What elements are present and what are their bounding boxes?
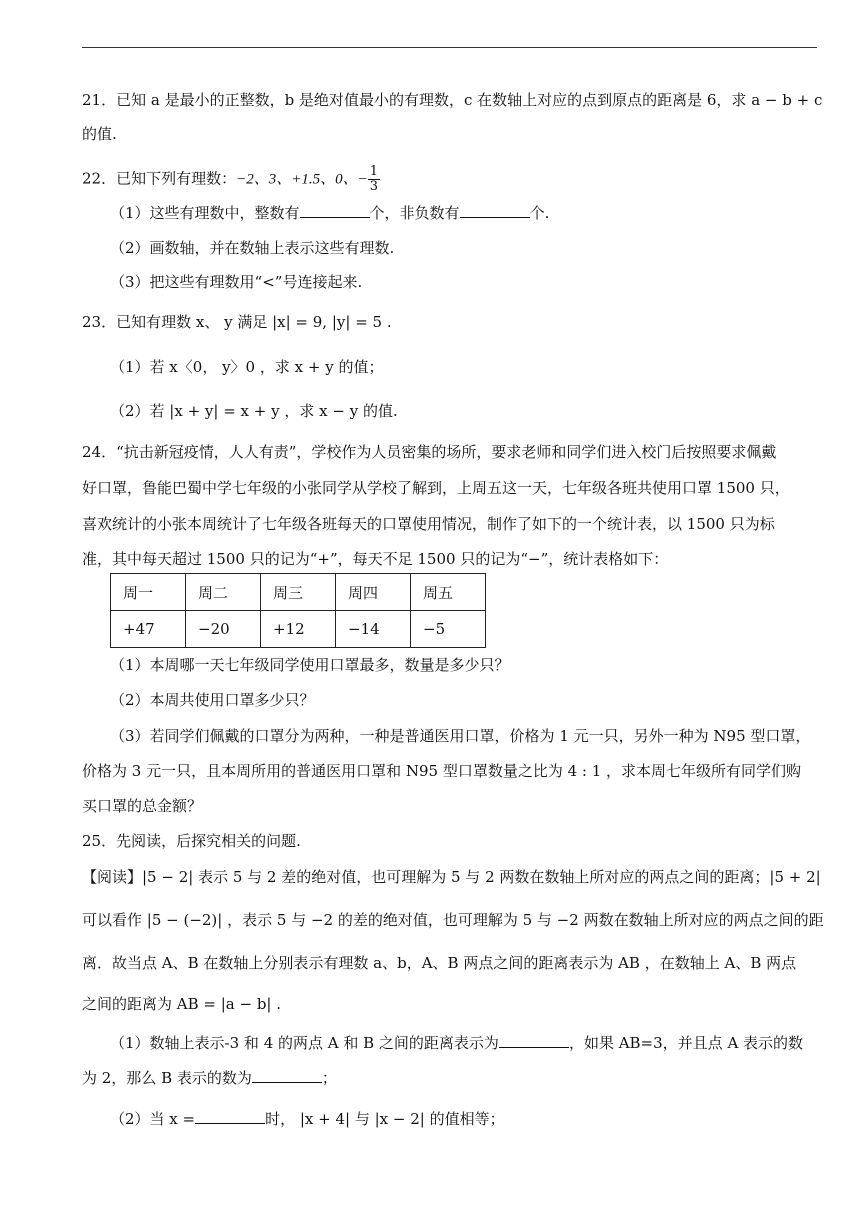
q24-line3: 喜欢统计的小张本周统计了七年级各班每天的口罩使用情况，制作了如下的一个统计表，以 1500 只为标 [82,515,775,533]
q25-part2-b: 时， |x + 4| 与 |x − 2| 的值相等； [265,1110,505,1128]
mask-usage-table [110,573,486,648]
q24-part3-line2: 价格为 3 元一只，且本周所用的普通医用口罩和 N95 型口罩数量之比为 4 : 1 ，求本周七年级所有同学们购 [82,762,802,780]
q21-line2: 的值. [82,125,117,143]
q25-part2 [110,1109,505,1129]
q22-part1 [110,203,549,223]
table-cell: +12 [261,611,336,648]
q25-part1-d: ； [321,1069,337,1087]
q22-fraction [368,165,380,194]
q24-part3-line3: 买口罩的总金额？ [82,797,203,815]
q25-part1-b: ，如果 AB=3，并且点 A 表示的数 [568,1034,804,1052]
q22-blank-integers[interactable] [300,203,370,218]
q22-part3: （3）把这些有理数用“<”号连接起来. [110,273,363,291]
q25-blank-point-b[interactable] [252,1068,322,1083]
q22-part1-c: 个. [529,204,550,222]
table-cell: −20 [186,611,261,648]
table-cell: −14 [336,611,411,648]
table-row [111,611,486,648]
table-header-cell: 周二 [186,574,261,611]
q25-part1-line1 [110,1033,803,1053]
q24-part3-line1: （3）若同学们佩戴的口罩分为两种，一种是普通医用口罩，价格为 1 元一只，另外一种为 N95 型口罩， [110,727,811,745]
q24-line4: 准，其中每天超过 1500 只的记为“+”，每天不足 1500 只的记为“−”，统计表格如下： [82,550,669,568]
q25-reading-line2: 可以看作 |5 − (−2)| ，表示 5 与 −2 的差的绝对值，也可理解为 5 与 −2 两数在数轴上所对应的两点之间的距 [82,911,824,929]
q24-line2: 好口罩，鲁能巴蜀中学七年级的小张同学从学校了解到，上周五这一天，七年级各班共使用口罩 1500 只， [82,479,790,497]
q22-frac-numerator: 1 [369,164,378,179]
q25-blank-distance[interactable] [499,1033,569,1048]
q22-blank-nonnegative[interactable] [460,203,530,218]
q25-part1-a: （1）数轴上表示-3 和 4 的两点 A 和 B 之间的距离表示为 [110,1034,499,1052]
q22-head-text: 22．已知下列有理数： [82,169,237,188]
q23-heading: 23．已知有理数 x、 y 满足 |x| = 9, |y| = 5 . [82,313,392,331]
table-cell: −5 [411,611,486,648]
q22-part1-a: （1）这些有理数中，整数有 [110,204,300,222]
table-header-row [111,574,486,611]
q25-heading: 25．先阅读，后探究相关的问题. [82,832,301,850]
q23-part1: （1）若 x〈0， y〉0 ，求 x + y 的值； [110,358,384,376]
q25-blank-x[interactable] [195,1109,265,1124]
q25-reading-line1: 【阅读】|5 − 2| 表示 5 与 2 差的绝对值，也可理解为 5 与 2 两数在数轴上所对应的两点之间的距离；|5 + 2| [82,868,821,886]
q25-part1-line2 [82,1068,337,1088]
q25-part1-c: 为 2，那么 B 表示的数为 [82,1069,252,1087]
q22-numbers: −2、3、+1.5、0、− [236,171,368,188]
q25-part2-a: （2）当 x = [110,1110,196,1128]
q24-part2: （2）本周共使用口罩多少只？ [110,691,315,709]
q24-line1: 24．“抗击新冠疫情，人人有责”，学校作为人员密集的场所，要求老师和同学们进入校门后按照要求佩戴 [82,443,777,461]
q21-line1: 21．已知 a 是最小的正整数，b 是绝对值最小的有理数，c 在数轴上对应的点到原点的距离是 6，求 a − b + c [82,91,823,109]
q23-part2: （2）若 |x + y| = x + y ，求 x − y 的值. [110,402,398,420]
table-header-cell: 周一 [111,574,186,611]
q22-frac-denominator: 3 [369,179,378,194]
q22-part1-b: 个，非负数有 [369,204,460,222]
q22-heading [82,165,380,194]
q22-part2: （2）画数轴，并在数轴上表示这些有理数. [110,239,395,257]
q24-part1: （1）本周哪一天七年级同学使用口罩最多，数量是多少只？ [110,656,510,674]
q25-reading-line4: 之间的距离为 AB = |a − b| . [82,995,282,1013]
table-header-cell: 周三 [261,574,336,611]
table-header-cell: 周五 [411,574,486,611]
header-rule [82,47,817,48]
table-cell: +47 [111,611,186,648]
table-header-cell: 周四 [336,574,411,611]
q25-reading-line3: 离．故当点 A、B 在数轴上分别表示有理数 a、b，A、B 两点之间的距离表示为 AB ，在数轴上 A、B 两点 [82,954,797,972]
